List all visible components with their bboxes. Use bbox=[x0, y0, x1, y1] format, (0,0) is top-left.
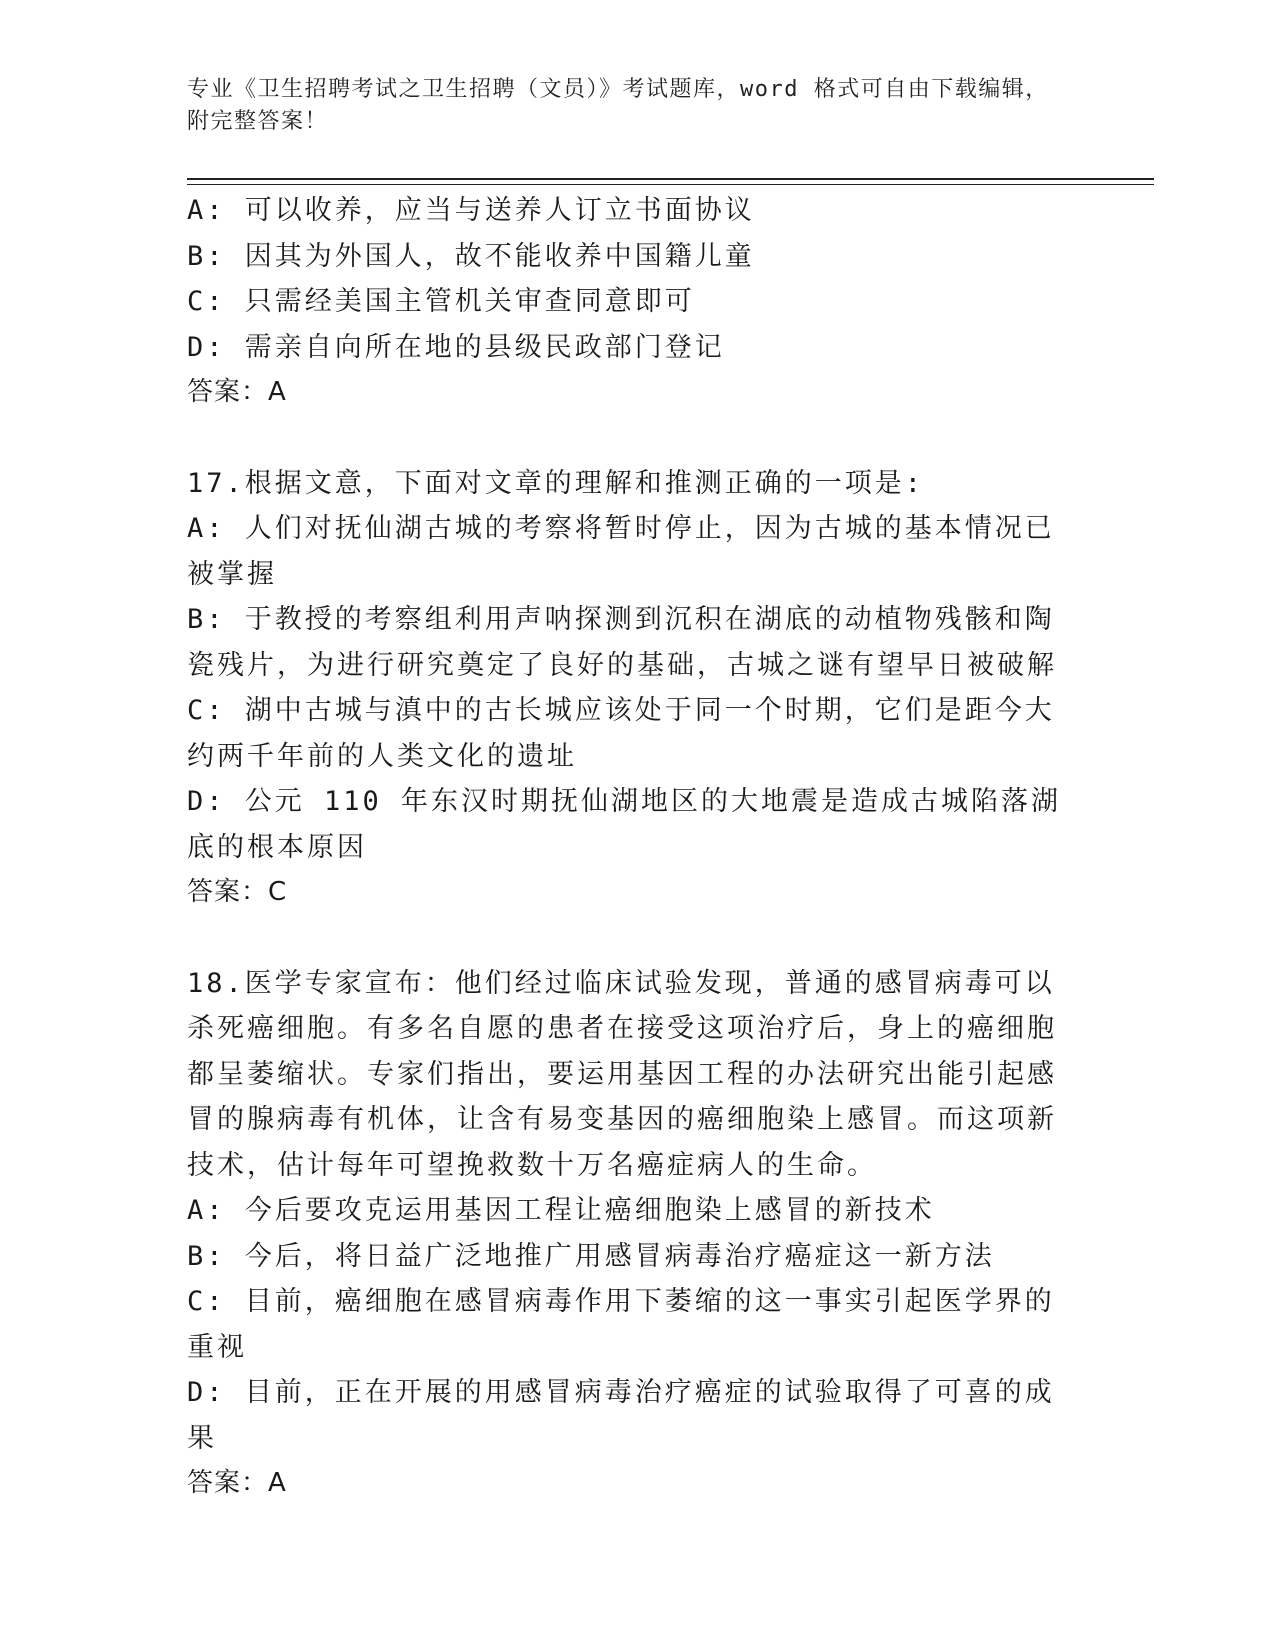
spacer bbox=[187, 416, 1067, 461]
option-b: B: 于教授的考察组利用声呐探测到沉积在湖底的动植物残骸和陶瓷残片，为进行研究奠定了良好的基础，古城之谜有望早日被破解 bbox=[187, 604, 1057, 681]
option-a: A: 可以收养，应当与送养人订立书面协议 bbox=[187, 195, 755, 226]
option-c: C: 只需经美国主管机关审查同意即可 bbox=[187, 286, 695, 317]
option-c: C: 湖中古城与滇中的古长城应该处于同一个时期，它们是距今大约两千年前的人类文化的遗址 bbox=[187, 695, 1055, 772]
spacer bbox=[187, 916, 1067, 961]
answer-line: 答案：A bbox=[187, 377, 287, 407]
question-18 bbox=[187, 961, 1067, 1507]
answer-line: 答案：A bbox=[187, 1468, 287, 1498]
question-16 bbox=[187, 188, 1067, 416]
option-d: D: 公元 110 年东汉时期抚仙湖地区的大地震是造成古城陷落湖底的根本原因 bbox=[187, 786, 1062, 863]
question-stem: 17.根据文意，下面对文章的理解和推测正确的一项是: bbox=[187, 467, 925, 499]
question-stem: 18.医学专家宣布：他们经过临床试验发现，普通的感冒病毒可以杀死癌细胞。有多名自愿的患者在接受这项治疗后，身上的癌细胞都呈萎缩状。专家们指出，要运用基因工程的办法研究出能引起感冒的腺病毒有机体，让含有易变基因的癌细胞染上感冒。而这项新技术，估计每年可望挽救数十万名癌症病人的生命。 bbox=[187, 967, 1057, 1181]
option-d: D: 目前，正在开展的用感冒病毒治疗癌症的试验取得了可喜的成果 bbox=[187, 1377, 1055, 1454]
option-d: D: 需亲自向所在地的县级民政部门登记 bbox=[187, 331, 725, 363]
option-a: A: 今后要攻克运用基因工程让癌细胞染上感冒的新技术 bbox=[187, 1195, 935, 1226]
answer-line: 答案：C bbox=[187, 877, 288, 907]
header-note: 专业《卫生招聘考试之卫生招聘（文员）》考试题库，word 格式可自由下载编辑，附完整答案！ bbox=[187, 77, 1049, 134]
option-c: C: 目前，癌细胞在感冒病毒作用下萎缩的这一事实引起医学界的重视 bbox=[187, 1286, 1055, 1363]
header-rule-thin bbox=[187, 184, 1154, 185]
option-b: B: 今后，将日益广泛地推广用感冒病毒治疗癌症这一新方法 bbox=[187, 1240, 995, 1272]
option-a: A: 人们对抚仙湖古城的考察将暂时停止，因为古城的基本情况已被掌握 bbox=[187, 513, 1055, 590]
header-rule-thick bbox=[187, 178, 1154, 180]
question-content bbox=[187, 188, 1067, 1507]
question-17 bbox=[187, 461, 1067, 916]
option-b: B: 因其为外国人，故不能收养中国籍儿童 bbox=[187, 240, 755, 272]
